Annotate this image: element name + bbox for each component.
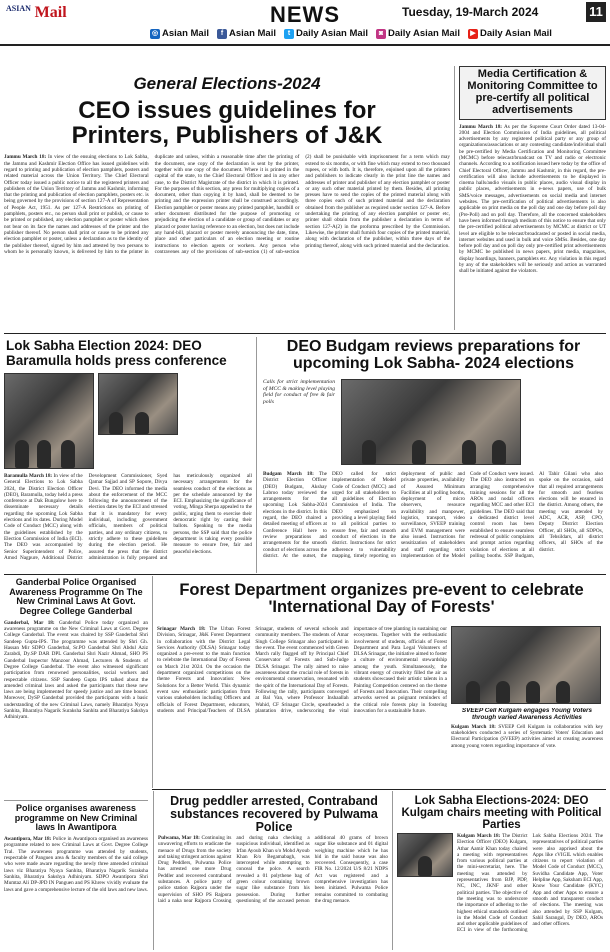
media-cert-body: Jammu March 18: As per the Supreme Court Order dated 13-04-2004 and Election Commission of India guidelines, all political advertisements by any registered political party or any group of organizations/associations or any contesting candidate/individual shall be pre-certified by Media Certification and Monitoring Committee (MCMC) before telecast/broadcast on TV and radio or electronic channels. According to a notification issued here today by the office of Chief Electoral Officer, Jammu and Kashmir, in this regard, the pre-certification will also include advertisements to be displayed in cinema halls/audio visuals in public places, audio visual display in public places, advertisements in e-news papers, use of bulk SMS/voice messages, advertisements on social media and internet websites. The pre-certification of political advertisements is also applicable on print media on the poll day and one day before poll day (Pre-Poll) and on poll day. Therefore, all the concerned stakeholders have been informed through medium of this notice to ensure that only the pre-certified political advertisements by MCMC at district or UT level are eligible to be telecast/broadcasted or posted in social media, internet websites and used in bulk and voice SMSs. Besides, one day before poll day and on poll day only pre-certified print advertisements by MCMC be published in news papers, print media, magazines, display hoardings, banners, pamphlets etc. Any violation in this regard by any of the stakeholders will be seriously and action as warranted shall be initiated against the violators.	[459, 123, 606, 275]
baramulla-story	[4, 337, 252, 573]
pulwama-body: Pulwama, Mar 18: Continuing its unwavering efforts to eradicate the menace of Drugs from the society and taking stringent actions against Drug Peddlers, Pulwama Police has arrested one more Drug Peddler and recovered contraband substances. A police party of police station Rajpora under the supervision of SHO PS Rajpora laid a naka near Rajpora Crossing and during naka checking a suspicious individual, identified as Irfan Ayoub Khan s/o Mohd Ayoub Khan R/o Begamabagh, was intercepted while attempting to conceal the polce. A search revealed a 01 polythene bag of green colour containing brown sugar like substance from his possession. During further questioning of the accused person additional 40 grams of brown sugar like substance and 01 digital weighing machine which he has hid in the said house was also recovered. Consequently, a case FIR No. 12/2024 U/S 8/21 NDPS Act was registered and a comprehensive investigation has been initiated. Pulwama Police remains committed to combating the drug menace.	[158, 835, 388, 904]
instagram-icon: ◙	[376, 29, 386, 39]
web-icon: ◎	[151, 29, 159, 37]
pulwama-headline: Drug peddler arrested, Contraband substances recovered by Pulwama Police	[170, 794, 378, 835]
forest-story	[152, 576, 606, 788]
media-cert-headline: Media Certification & Monitoring Committee to pre-certify all political advertisements	[459, 66, 606, 120]
lead-headline: CEO issues guidelines for Printers, Publishers of J&K	[71, 97, 383, 150]
forest-body: Srinagar March 18: The Urban Forest Division, Srinagar, J&K Forest Department in collaboration with the District Legal Services Authority (DLSA) Srinagar today organized a pre-event to the main function to celebrate the International Day of Forests on March 21st 2024. On the occasion the department organized competitions on the theme Forests and Innovation: New Solutions for a Better World. This dynamic event saw enthusiastic participation from various stakeholders including Officers and officials of Forest Department, educators, students and Principal/Teachers of DLSA Srinagar, students of several schools and community members. The students of Amar Singh College Srinagar also participated in the event. The event commenced with Green March rally flagged off by Principal Chief Conservator of Forests and Sub-Judge DLSA Srinagar. The rally aimed to raise awareness about the crucial role of forests in environmental conservation, resonated with the spirit of the International Day of Forests. Following the rally, participants converged at Bal Van, where Professor Inshaallah Wahid, CF Srinagar Circle, spearheaded a plantation drive, underscoring the vital importance of tree planting in sustaining our ecosystems. Together with the enthusiastic involvement of students, officials of Forest Department and Para Legal Volunteers of DLSA Srinagar, the initiative aimed to foster a culture of environmental stewardship among the youth. Simultaneously, the vibrant energy of creativity filled the air as students showcased their artistic talents in a Painting Competition centered on the theme of Forests and Innovation. Their compelling artworks served as poignant reminders of the critical role forests play in fostering innovation for a sustainable future.	[157, 626, 447, 714]
kulgam-photo	[397, 833, 453, 877]
divider	[4, 574, 606, 575]
baramulla-photo-2	[98, 373, 178, 435]
page-number: 11	[586, 2, 606, 22]
awantipora-story	[4, 800, 148, 950]
social-youtube[interactable]: ▶ Daily Asian Mail	[468, 28, 552, 39]
issue-date: Tuesday, 19-March 2024	[402, 5, 539, 19]
awantipora-headline: Police organises awareness programme on New Criminal laws In Awantipora	[14, 803, 138, 833]
kulgam-headline: Lok Sabha Elections-2024: DEO Kulgam chairs meeting with Political Parties	[401, 795, 602, 832]
budgam-body: Budgam March 18: The District Election Officer (DEO) Budgam, Akshay Labroo today reviewed the arrangements for the upcoming Lok Sabha-2024 elections in the district. In this regard, the DEO chaired a detailed meeting of officers at Conference Hall here to review preparations and arrangements for the smooth conduct of elections across the district. At the outset, the DEO called for strict implementation of Model Code of Conduct (MCC) and urged for all stakeholders to all guidelines of Election Commission of India. The DEO emphasized on providing a level playing field to all political parties to ensure free, fair and smooth conduct of elections in the district. Instructions for strict adherence to vulnerability mapping, timely reporting on deployment of public and private properties, availability of Assured Minimum Facilities at all polling booths, deployment of micro observers, resource availability and manpower, logistics, transport, video surveillance, SVEEP training and EVM management were also issued. Instructions for sensitization of stakeholders and staff regarding strict implementation of the Model Code of Conduct were issued. The DEO also instructed on arranging comprehensive training sessions for all the AROs and nodal officers regarding MCC and other ECI guidelines. The DEO said that a dedicated district level control room has been established to ensure seamless redressal of public complaints and prompt action regarding violation of elections at all polling booths. SSP Budgam, Al Tahir Gilani who also spoke on the occasion, said that all required arrangements for smooth and fearless elections will be ensured in the district. Among others, the meeting was attended by ADC, ACR, ASP, CPO, Deputy District Election Officer, all SHOs, all SDPOs, all Tehsildars, all district officers, all SHOs of the district.	[263, 471, 603, 559]
kulgam-story	[392, 791, 606, 950]
ganderbal-body: Ganderbal, Mar 18: Ganderbal Police today organized an awareness programme on the New Criminal Laws at Govt. Degree College Ganderbal. The event was chaired by SSP Ganderbal Shri Sandeep Gupta-IPS. The programme was attended by Shri Gh. Hassan Mir SDPO Ganderbal, Sr.PO Ganderbal Shri Abdul Aziz Zarabdi, Dy.SP DAR DPL Ganderbal Shri Nazir Ahmad, SHO PS Ganderbal Inspector Manzoor Ahmad, Lecturers & Students of Degree College Ganderbal. The event also witnessed significant participation from renowned personalities, social workers and respectable citizens. SSP Sandeep Gupta IPS talked about the amended criminal laws and asked the participants that these new laws are being implemented for speedy justice and are time bound. Moreover, DySP Ganderbal provided the participants with a basic understanding of the new Criminal Laws, namely Bharatiya Nyaya Sanhita, Bharatiya Nagarik Suraksha Sanhita and Bharatiya Sakshya Adhiniyam.	[4, 619, 148, 721]
social-twitter[interactable]: t Daily Asian Mail	[284, 28, 368, 39]
facebook-icon: f	[217, 29, 227, 39]
social-links	[150, 28, 552, 39]
social-instagram[interactable]: ◙ Daily Asian Mail	[376, 28, 460, 39]
logo-top-text: ASIAN	[6, 4, 31, 13]
budgam-story	[256, 337, 606, 573]
masthead	[0, 0, 610, 46]
lead-story	[4, 50, 450, 330]
budgam-headline: DEO Budgam reviews preparations for upcoming Lok Sabha- 2024 elections	[286, 338, 581, 372]
section-title: NEWS	[270, 2, 340, 27]
social-facebook[interactable]: f Asian Mail	[217, 28, 276, 39]
sveep-headline: SVEEP Cell Kulgam engages Young Voters through varied Awareness Activities	[461, 708, 593, 721]
divider	[4, 333, 606, 334]
lead-body: Jammu March 18: In view of the ensuing elections to Lok Sabha, the Jammu and Kashmir Election Office has issued guidelines with regard to printing and publication of election pamphlets, posters and related material across the Union Territory. The Chief Electoral Officer today issued a public notice to all the registered printers and publishers of the Union Territory of Jammu and Kashmir, informing that the printing and publication of election pamphlets, posters etc. is being governed by the provisions of section 127-A of Representation of People Act, 1951. As per 127-A Restrictions on printing of pamphlets, posters etc., no person shall print or publish, or cause to be printed or published, any election pamphlet or poster which does not bear on its face the names and addresses of the printer and the publisher thereof. No person shall print or cause to be printed any election pamphlet or poster, unless a declaration as to the identity of the publisher thereof, signed by him and attested by two persons to whom he is personally known, is delivered by him to the printer in duplicate and unless, within a reasonable time after the printing of the document, one copy of the declaration is sent by the printer, together with one copy of the document. Where it is printed in the capital of the state, to the Chief Electoral Officer and in any other case, to the District Magistrate of the district in which it is printed. For the purposes of this section, any press for multiplying copies of a document, other than copying it by hand, shall be deemed to be printing and the expression printer shall be construed accordingly. Election pamphlet or poster means any printed pamphlet, handbill or other document distributed for the purpose of promoting or prejudicing the election of a candidate or group of candidates or any placard or poster having reference to an election, but does not include any hand-bill, placard or poster merely announcing the date, time, place and other particulars of an election meeting or routine instructions to election agents or workers. Any person who contravenes any of the provisions of sub-section (1) of sub-section (2) shall be punishable with imprisonment for a term which may extend to six months, or with fine which may extend to two thousand rupees, or with both. It is, therefore, enjoined upon all the printers and publishers to indicate clearly in the print line the names and addresses of printer and publisher of any election pamphlet or poster or any such other material printed by them. Besides, all printing presses have to send the copies of the printed material along with three copies each of such printed material and the declaration obtained from the publisher as required under section 127-A. Before undertaking the printing of any election pamphlet or poster etc, printer shall obtain from the publisher a declaration in terms of section 127-A(2) in the proforma prescribed by the Commission. Likewise, the printer shall furnish four copies of the printed material, along with declaration of the publisher, within three days of the printing thereof, along with such printed material and the declaration.	[4, 154, 450, 255]
logo-main-text: Mail	[34, 4, 67, 21]
pulwama-story	[153, 791, 390, 950]
budgam-photo	[341, 379, 521, 465]
baramulla-headline: Lok Sabha Election 2024: DEO Baramulla holds press conference	[6, 338, 227, 368]
divider	[152, 789, 606, 790]
forest-headline: Forest Department organizes pre-event to celebrate 'International Day of Forests'	[179, 581, 584, 617]
ganderbal-headline: Ganderbal Police Organised Awareness Programme On The New Criminal Laws At Govt. Degree College Ganderbal	[9, 577, 143, 617]
ganderbal-story	[4, 576, 148, 798]
lead-dateline: Jammu March 18:	[4, 154, 47, 161]
logo[interactable]	[6, 4, 86, 26]
media-cert-story	[454, 66, 606, 330]
baramulla-body: Baramulla March 18: In view of the General Elections to Lok Sabha 2024, the District Election Officer (DEO), Baramulla, today held a press conference at Dak Bungalow here to disseminate necessary details regarding the upcoming Lok Sabha elections and its dates. During Model Code of Conduct (MCC) along with the guidelines established by the Election Commission of India (ECI). The DEO was accompanied by Senior Superintendent of Police, Amod Nagpure, Additional District Development Commissioner, Syed Qamar Sajjad and SP Sopore, Divya Devi. The DEO informed the media about the enforcement of the MCC following the announcement of the election dates by the ECI and stressed that it is mandatory for every individual, including government officials, members of political parties, and any ordinary citizens, to strictly adhere to these guidelines during the election period. He assured the press that the district administration is fully prepared and has meticulously organized all necessary arrangements for the seamless conduct of the elections as per the schedule announced by the ECI. Emphasizing the significance of voting, Minga Sherpa appealed to the public, urging them to exercise their democratic right by casting their ballots. Speaking to the media persons, the SSP said that the police department is taking every possible measure to ensure free, fair and peaceful elections.	[4, 473, 252, 561]
awantipora-body: Awantipora, Mar 18: Police in Awantipora organised an awareness programme related to new Criminal Laws at Govt. Degree College Tral. The awareness programme was attended by students, respectable of Panguen area & faculty members of the said college who were made aware regarding the newly three amended criminal laws viz Bharatiya Nyaya Sanhita, Bharatiya Nagarik Suraksha Sanhita, Bharatiya Sakshya Adhiniyam. SDPO Awantipora Shri Mumtaz Ali DP-JPD IN Panguen and PS Khrew vividly evaluate the laws and gave a comprehensive lecture of the old laws and new laws.	[4, 836, 148, 893]
budgam-pull-quote: Calls for strict implementation of MCC & making level playing field for conduct of free & fair polls	[263, 379, 335, 405]
sveep-body: Kulgam March 18: SVEEP Cell Kulgam in collaboration with key stakeholders conducted a series of Systematic Voters' Education and Electoral Participation (SVEEP) activities aimed at creating awareness among young voters regarding importance of vote.	[451, 723, 603, 749]
social-web[interactable]: ◎ Asian Mail	[151, 28, 209, 39]
forest-photo	[451, 626, 601, 704]
kulgam-body: Kulgam March 18: The District Election Officer (DEO) Kulgam, Athar Aamir Khan today chaired a meeting with representatives from various political parties at the mini-secretariat, here. The meeting was attended by representatives from BJP, PDP, NC, INC, JKNF and other political parties. The objective of the meeting was to underscore the importance of adhering to the highest ethical standards outlined in the Model Code of Conduct and other applicable guidelines of ECI in view of the forthcoming Lok Sabha Elections 2024. The representatives of political parties were also apprised about the Apps like cVIGIL which enables citizens to report violation of Model Code of Conduct (MCC), Suvidha Candidate App, Voter Helpline App, Saksham ECI App, Know Your Candidate (KYC) App and other Apps to ensure a smooth and transparent conduct of elections. The meeting was also attended by SSP Kulgam, Sahil Sarangal, Dy DEO, AROs and other officers.	[457, 833, 603, 934]
baramulla-photo	[4, 373, 94, 469]
sveep-story	[451, 708, 603, 786]
twitter-icon: t	[284, 29, 294, 39]
lead-kicker: General Elections-2024	[133, 74, 321, 93]
youtube-icon: ▶	[468, 29, 478, 39]
